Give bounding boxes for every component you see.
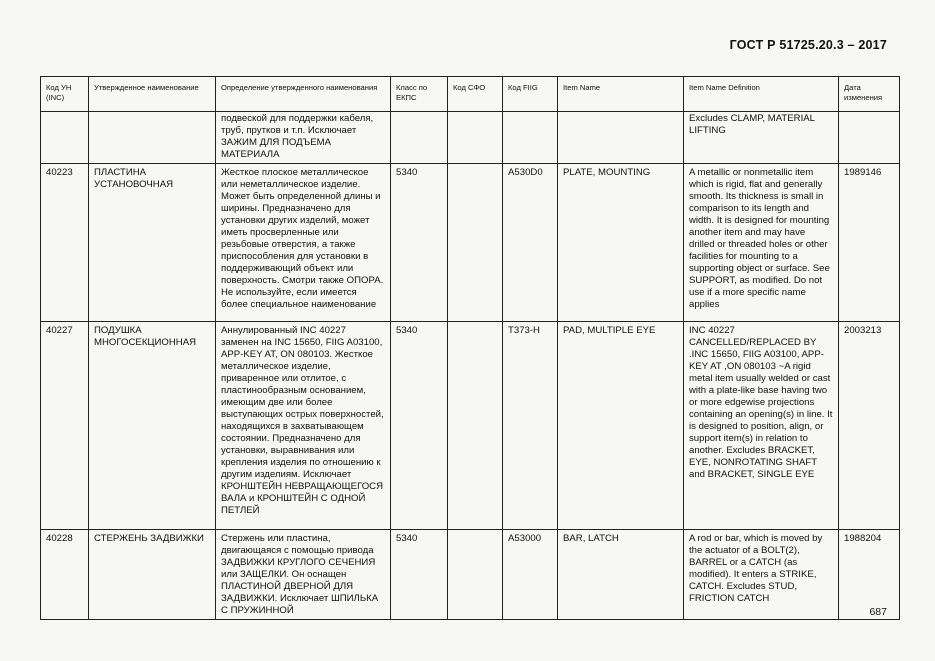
cell-item-name: PLATE, MOUNTING [558, 164, 684, 322]
classification-table [40, 76, 900, 620]
cell-item-name: BAR, LATCH [558, 530, 684, 620]
cell-class [391, 112, 448, 164]
cell-date: 1988204 [839, 530, 900, 620]
cell-definition-ru: Жесткое плоское металлическое или неметаллическое изделие. Может быть определенной длины и ширины. Предназначено для установки других изделий, может иметь просверленные или резьбовые отверстия, а также приспособления для установки в поддерживающий объект или поверхность. Смотри также ОПОРА. Не используйте, если имеется более специальное наименование [216, 164, 391, 322]
cell-fiig: A53000 [503, 530, 558, 620]
cell-definition-en: INC 40227 CANCELLED/REPLACED BY .INC 15650, FIIG A03100, APP-KEY AT ,ON 080103 ~A rigid metal item usually welded or cast with a plate-like base having two or more edgewise projections containing an opening(s) in line. It is designed to position, align, or support item(s) in relation to another. Excludes BRACKET, EYE, NONROTATING SHAFT and BRACKET, SINGLE EYE [684, 322, 839, 530]
cell-code: 40227 [41, 322, 89, 530]
col-header-approved-name: Утвержденное наименование [89, 77, 216, 112]
col-header-fiig: Код FIIG [503, 77, 558, 112]
cell-sfo [448, 530, 503, 620]
cell-fiig [503, 112, 558, 164]
col-header-item-name: Item Name [558, 77, 684, 112]
cell-code: 40228 [41, 530, 89, 620]
cell-item-name: PAD, MULTIPLE EYE [558, 322, 684, 530]
cell-fiig: A530D0 [503, 164, 558, 322]
table-header-row [41, 77, 900, 112]
cell-definition-en: A rod or bar, which is moved by the actuator of a BOLT(2), BARREL or a CATCH (as modified). It enters a STRIKE, CATCH. Excludes STUD, FRICTION CATCH [684, 530, 839, 620]
cell-sfo [448, 164, 503, 322]
cell-definition-en: Excludes CLAMP, MATERIAL LIFTING [684, 112, 839, 164]
table-row [41, 112, 900, 164]
cell-name-ru: ПОДУШКА МНОГОСЕКЦИОННАЯ [89, 322, 216, 530]
document-title: ГОСТ Р 51725.20.3 – 2017 [729, 38, 887, 52]
cell-code [41, 112, 89, 164]
cell-name-ru [89, 112, 216, 164]
cell-code: 40223 [41, 164, 89, 322]
cell-name-ru: ПЛАСТИНА УСТАНОВОЧНАЯ [89, 164, 216, 322]
cell-sfo [448, 112, 503, 164]
cell-definition-en: A metallic or nonmetallic item which is rigid, flat and generally smooth. Its thickness is small in comparison to its length and width. It is designed for mounting another item and may have drilled or threaded holes or other facilities for mounting to a supporting object or surface. See SUPPORT, as modified. Do not use if a more specific name applies [684, 164, 839, 322]
table-row [41, 164, 900, 322]
cell-class: 5340 [391, 164, 448, 322]
table-row [41, 530, 900, 620]
cell-date [839, 112, 900, 164]
table-row [41, 322, 900, 530]
col-header-class: Класс по ЕКПС [391, 77, 448, 112]
cell-name-ru: СТЕРЖЕНЬ ЗАДВИЖКИ [89, 530, 216, 620]
page-number: 687 [869, 606, 887, 618]
cell-class: 5340 [391, 530, 448, 620]
cell-item-name [558, 112, 684, 164]
cell-date: 1989146 [839, 164, 900, 322]
cell-sfo [448, 322, 503, 530]
cell-date: 2003213 [839, 322, 900, 530]
cell-definition-ru: Стержень или пластина, двигающаяся с помощью привода ЗАДВИЖКИ КРУГЛОГО СЕЧЕНИЯ или ЗАЩЕЛКИ. Он оснащен ПЛАСТИНОЙ ДВЕРНОЙ ДЛЯ ЗАДВИЖКИ. Исключает ШПИЛЬКА С ПРУЖИННОЙ [216, 530, 391, 620]
col-header-definition-ru: Определение утвержденного наименования [216, 77, 391, 112]
col-header-sfo: Код СФО [448, 77, 503, 112]
cell-fiig: T373-H [503, 322, 558, 530]
cell-definition-ru: подвеской для поддержки кабеля, труб, прутков и т.п. Исключает ЗАЖИМ ДЛЯ ПОДЪЕМА МАТЕРИАЛА [216, 112, 391, 164]
cell-class: 5340 [391, 322, 448, 530]
col-header-date: Дата изменения [839, 77, 900, 112]
col-header-inc: Код УН (INC) [41, 77, 89, 112]
cell-definition-ru: Аннулированный INC 40227 заменен на INC 15650, FIIG A03100, APP-KEY AT, ON 080103. Жесткое металлическое изделие, приваренное или отлитое, с пластинообразным основанием, имеющим две или более выступающих острых поверхностей, находящихся в захватывающем состоянии. Предназначено для установки, выравнивания или крепления изделия по отношению к другим изделиям. Исключает КРОНШТЕЙН НЕВРАЩАЮЩЕГОСЯ ВАЛА и КРОНШТЕЙН С ОДНОЙ ПЕТЛЕЙ [216, 322, 391, 530]
col-header-definition-en: Item Name Definition [684, 77, 839, 112]
